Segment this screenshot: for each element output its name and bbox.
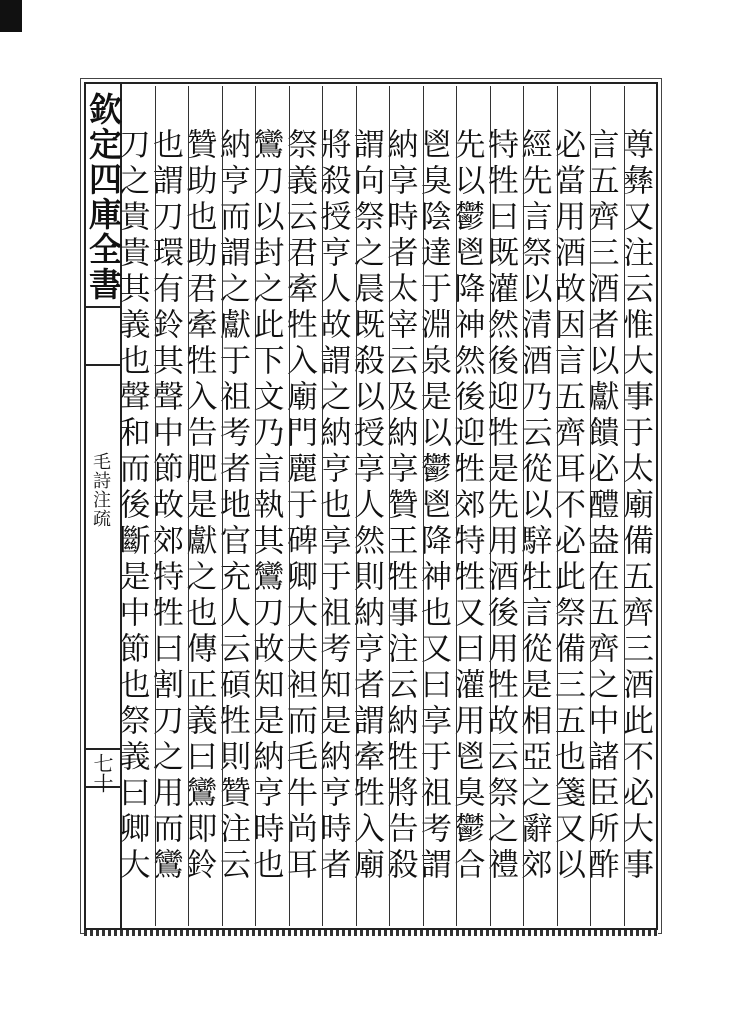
text-column: 必當用酒故因言五齊耳不必此祭備三五也箋又以 [544, 86, 591, 926]
text-column: 尊彝又注云惟大事于太廟備五齊三酒此不必大事 [617, 128, 653, 884]
book-title: 欽定四庫全書 [84, 92, 123, 302]
text-column: 先以鬱鬯降神然後迎牲郊特牲又曰灌用鬯臭鬱合 [444, 86, 491, 926]
page-number: 七十 [90, 753, 114, 793]
text-column: 贊助也助君牽牲入告肥是獻之也傳正義曰鸞即鈴 [176, 86, 223, 926]
text-column: 刀之貴貴其義也聲和而後斷是中節也祭義曰卿大 [109, 86, 156, 926]
text-column: 言五齊三酒者以獻饋必醴盎在五齊之中諸臣所酢 [578, 86, 625, 926]
text-column: 也謂刀環有鈴其聲中節故郊特牲曰割刀之用而鸞 [142, 86, 189, 926]
text-column: 鬯臭陰達于淵泉是以鬱鬯降神也又曰享于祖考謂 [410, 86, 457, 926]
text-column: 謂向祭之晨既殺以授享人然則納亨者謂牽牲入廟 [343, 86, 390, 926]
text-column: 納享時者太宰云及納享贊王牲事注云納牲將告殺 [377, 86, 424, 926]
text-column: 納亨而謂之獻于祖考者地官充人云碩牲則贊注云 [209, 86, 256, 926]
text-columns [113, 86, 658, 926]
text-column: 鸞刀以封之此下文乃言執其鸞刀故知是納亨時也 [243, 86, 290, 926]
text-column: 祭義云君牽牲入廟門麗于碑卿大夫袒而毛牛尚耳 [276, 86, 323, 926]
text-column: 特牲曰既灌然後迎牲是先用酒後用牲故云祭之禮 [477, 86, 524, 926]
section-title: 毛詩注疏 [90, 452, 111, 528]
text-column: 將殺授亨人故謂之納亨也享于祖考知是納亨時者 [310, 86, 357, 926]
fishtail-mark [0, 0, 22, 32]
text-column: 經先言祭以清酒乃云從以騂牡言從是相亞之辭郊 [511, 86, 558, 926]
bottom-border [84, 930, 658, 936]
